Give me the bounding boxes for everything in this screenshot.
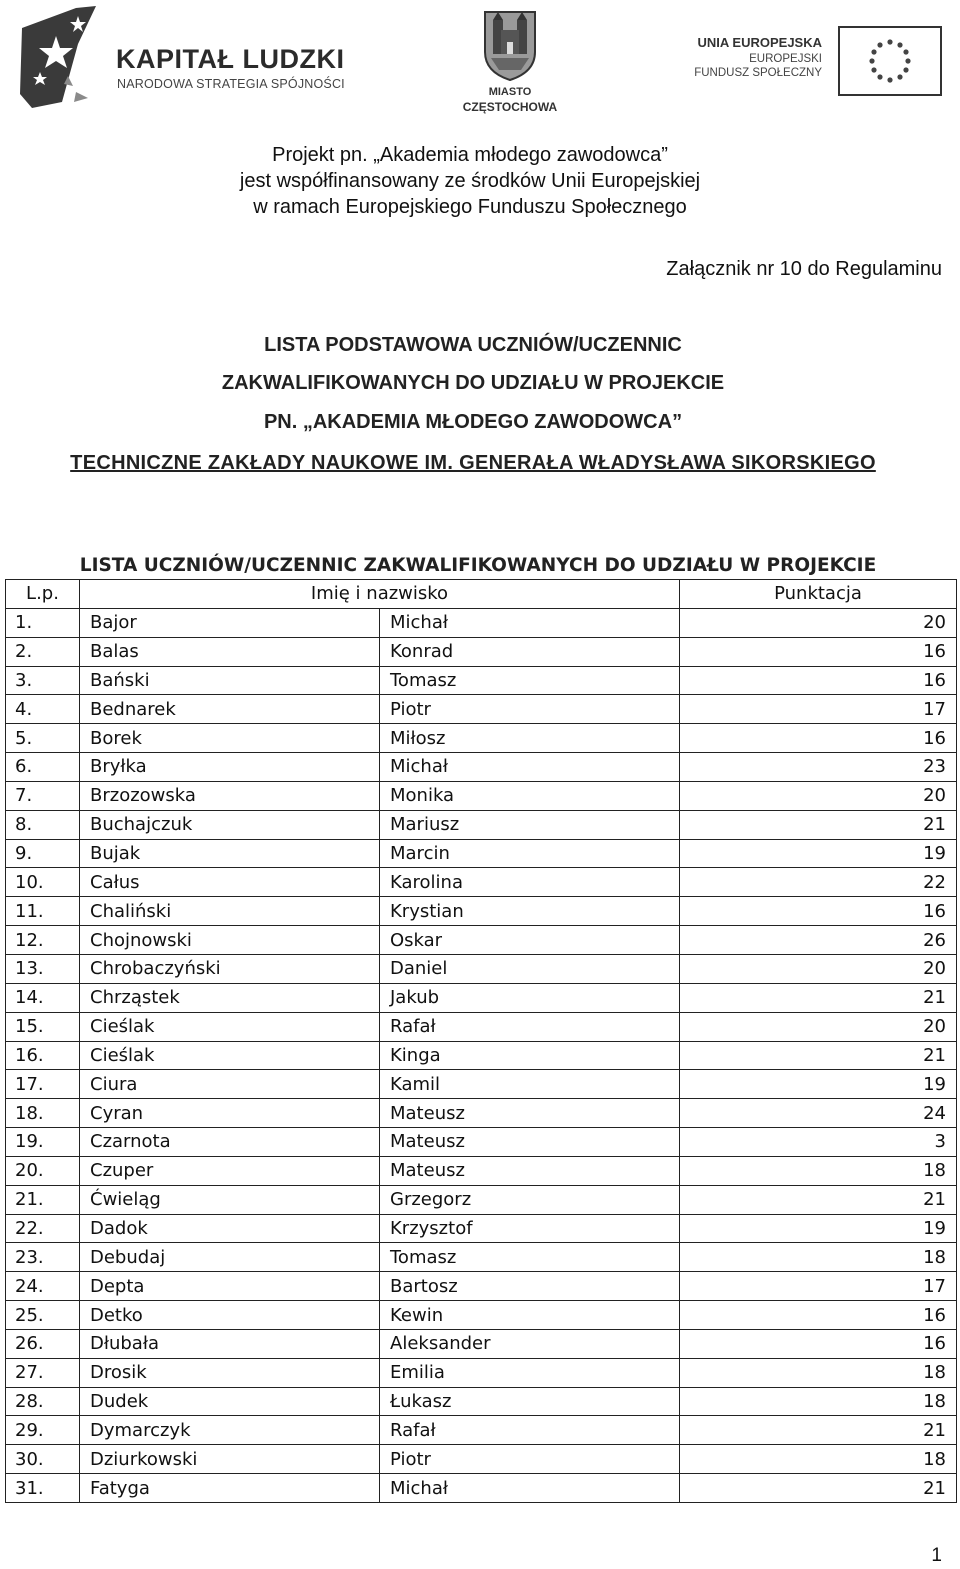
table-row — [6, 695, 957, 724]
row-surname: Balas — [80, 637, 380, 666]
row-points: 19 — [680, 1070, 957, 1099]
table-row — [6, 868, 957, 897]
row-lp: 19. — [6, 1128, 80, 1157]
row-lp: 3. — [6, 666, 80, 695]
row-surname: Czarnota — [80, 1128, 380, 1157]
row-first-name: Mateusz — [380, 1128, 680, 1157]
row-points: 26 — [680, 926, 957, 955]
row-points: 21 — [680, 810, 957, 839]
row-points: 20 — [680, 954, 957, 983]
row-lp: 10. — [6, 868, 80, 897]
doc-title-line1: LISTA PODSTAWOWA UCZNIÓW/UCZENNIC — [264, 334, 682, 356]
school-name: TECHNICZNE ZAKŁADY NAUKOWE IM. GENERAŁA WŁADYSŁAWA SIKORSKIEGO — [70, 452, 876, 474]
table-body — [6, 608, 957, 1502]
row-points: 16 — [680, 724, 957, 753]
row-points: 21 — [680, 1474, 957, 1503]
list-heading: LISTA UCZNIÓW/UCZENNIC ZAKWALIFIKOWANYCH DO UDZIAŁU W PROJEKCIE — [79, 555, 877, 576]
row-surname: Bajor — [80, 608, 380, 637]
row-surname: Cieślak — [80, 1012, 380, 1041]
eu-flag-icon — [838, 26, 942, 96]
row-first-name: Grzegorz — [380, 1185, 680, 1214]
row-first-name: Łukasz — [380, 1387, 680, 1416]
row-first-name: Piotr — [380, 1445, 680, 1474]
row-lp: 13. — [6, 954, 80, 983]
row-first-name: Kinga — [380, 1041, 680, 1070]
table-row — [6, 1243, 957, 1272]
row-surname: Chrobaczyński — [80, 954, 380, 983]
row-first-name: Karolina — [380, 868, 680, 897]
row-surname: Całus — [80, 868, 380, 897]
eu-logo — [690, 22, 942, 96]
row-surname: Ćwieląg — [80, 1185, 380, 1214]
eu-label-line2: EUROPEJSKI — [749, 53, 822, 65]
row-surname: Bednarek — [80, 695, 380, 724]
row-first-name: Rafał — [380, 1012, 680, 1041]
row-points: 17 — [680, 1272, 957, 1301]
star-emblem-icon — [18, 6, 104, 110]
row-lp: 18. — [6, 1099, 80, 1128]
row-points: 16 — [680, 666, 957, 695]
row-surname: Detko — [80, 1301, 380, 1330]
row-surname: Cyran — [80, 1099, 380, 1128]
table-row — [6, 1301, 957, 1330]
row-points: 16 — [680, 1329, 957, 1358]
row-points: 16 — [680, 1301, 957, 1330]
table-row — [6, 1128, 957, 1157]
row-surname: Czuper — [80, 1156, 380, 1185]
row-first-name: Konrad — [380, 637, 680, 666]
row-lp: 6. — [6, 753, 80, 782]
row-points: 21 — [680, 1416, 957, 1445]
row-first-name: Oskar — [380, 926, 680, 955]
row-first-name: Aleksander — [380, 1329, 680, 1358]
row-lp: 7. — [6, 781, 80, 810]
table-row — [6, 781, 957, 810]
table-row — [6, 1416, 957, 1445]
row-first-name: Mariusz — [380, 810, 680, 839]
row-surname: Dziurkowski — [80, 1445, 380, 1474]
row-lp: 28. — [6, 1387, 80, 1416]
row-surname: Depta — [80, 1272, 380, 1301]
row-lp: 8. — [6, 810, 80, 839]
row-first-name: Emilia — [380, 1358, 680, 1387]
row-lp: 11. — [6, 897, 80, 926]
row-points: 18 — [680, 1387, 957, 1416]
kapital-ludzki-logo — [18, 6, 348, 110]
table-row — [6, 1012, 957, 1041]
row-points: 18 — [680, 1156, 957, 1185]
row-surname: Debudaj — [80, 1243, 380, 1272]
row-first-name: Michał — [380, 753, 680, 782]
table-row — [6, 810, 957, 839]
row-lp: 1. — [6, 608, 80, 637]
kapital-ludzki-title: KAPITAŁ LUDZKI — [116, 44, 345, 74]
row-lp: 15. — [6, 1012, 80, 1041]
row-first-name: Marcin — [380, 839, 680, 868]
row-surname: Chaliński — [80, 897, 380, 926]
row-lp: 20. — [6, 1156, 80, 1185]
row-surname: Bryłka — [80, 753, 380, 782]
table-row — [6, 1329, 957, 1358]
row-first-name: Monika — [380, 781, 680, 810]
table-row — [6, 666, 957, 695]
students-table — [5, 579, 957, 1503]
row-points: 18 — [680, 1243, 957, 1272]
row-points: 19 — [680, 839, 957, 868]
row-surname: Buchajczuk — [80, 810, 380, 839]
row-points: 20 — [680, 1012, 957, 1041]
row-lp: 29. — [6, 1416, 80, 1445]
row-points: 21 — [680, 1185, 957, 1214]
eu-label-line3: FUNDUSZ SPOŁECZNY — [694, 67, 822, 79]
row-lp: 24. — [6, 1272, 80, 1301]
row-first-name: Krzysztof — [380, 1214, 680, 1243]
row-first-name: Jakub — [380, 983, 680, 1012]
row-surname: Bujak — [80, 839, 380, 868]
row-lp: 17. — [6, 1070, 80, 1099]
row-points: 18 — [680, 1445, 957, 1474]
row-points: 3 — [680, 1128, 957, 1157]
row-lp: 12. — [6, 926, 80, 955]
row-lp: 16. — [6, 1041, 80, 1070]
header-logos — [0, 0, 960, 120]
table-row — [6, 1156, 957, 1185]
header-points: Punktacja — [680, 580, 957, 609]
table-row — [6, 839, 957, 868]
row-surname: Dłubała — [80, 1329, 380, 1358]
table-row — [6, 1041, 957, 1070]
row-surname: Dymarczyk — [80, 1416, 380, 1445]
row-first-name: Michał — [380, 1474, 680, 1503]
table-row — [6, 1185, 957, 1214]
table-row — [6, 1214, 957, 1243]
table-row — [6, 637, 957, 666]
project-intro — [0, 142, 940, 220]
city-crest-icon — [481, 8, 539, 82]
intro-line2: jest współfinansowany ze środków Unii Europejskiej — [239, 170, 701, 192]
row-first-name: Mateusz — [380, 1156, 680, 1185]
row-first-name: Krystian — [380, 897, 680, 926]
row-surname: Chrząstek — [80, 983, 380, 1012]
row-lp: 2. — [6, 637, 80, 666]
row-surname: Ciura — [80, 1070, 380, 1099]
row-lp: 31. — [6, 1474, 80, 1503]
row-surname: Chojnowski — [80, 926, 380, 955]
table-row — [6, 897, 957, 926]
row-points: 22 — [680, 868, 957, 897]
row-points: 24 — [680, 1099, 957, 1128]
row-lp: 27. — [6, 1358, 80, 1387]
city-label-line1: MIASTO — [488, 86, 532, 98]
row-surname: Fatyga — [80, 1474, 380, 1503]
row-surname: Dadok — [80, 1214, 380, 1243]
row-points: 17 — [680, 695, 957, 724]
row-first-name: Kewin — [380, 1301, 680, 1330]
row-surname: Cieślak — [80, 1041, 380, 1070]
row-lp: 21. — [6, 1185, 80, 1214]
table-row — [6, 983, 957, 1012]
doc-title-line3: PN. „AKADEMIA MŁODEGO ZAWODOWCA” — [263, 411, 683, 433]
row-lp: 23. — [6, 1243, 80, 1272]
doc-title-line2: ZAKWALIFIKOWANYCH DO UDZIAŁU W PROJEKCIE — [221, 372, 725, 394]
row-first-name: Tomasz — [380, 1243, 680, 1272]
eu-label-line1: UNIA EUROPEJSKA — [697, 35, 822, 50]
row-lp: 30. — [6, 1445, 80, 1474]
table-row — [6, 1272, 957, 1301]
city-label-line2: CZĘSTOCHOWA — [462, 100, 558, 114]
header-lp: L.p. — [6, 580, 80, 609]
table-row — [6, 1445, 957, 1474]
row-first-name: Mateusz — [380, 1099, 680, 1128]
header-name: Imię i nazwisko — [80, 580, 680, 609]
row-points: 20 — [680, 781, 957, 810]
table-row — [6, 926, 957, 955]
row-lp: 14. — [6, 983, 80, 1012]
row-lp: 9. — [6, 839, 80, 868]
czestochowa-logo — [455, 8, 565, 112]
annex-label: Załącznik nr 10 do Regulaminu — [666, 258, 942, 280]
row-lp: 25. — [6, 1301, 80, 1330]
table-header-row — [6, 580, 957, 609]
row-surname: Dudek — [80, 1387, 380, 1416]
row-points: 19 — [680, 1214, 957, 1243]
row-first-name: Daniel — [380, 954, 680, 983]
row-surname: Bański — [80, 666, 380, 695]
table-row — [6, 1387, 957, 1416]
row-surname: Brzozowska — [80, 781, 380, 810]
row-first-name: Piotr — [380, 695, 680, 724]
table-row — [6, 1474, 957, 1503]
row-points: 18 — [680, 1358, 957, 1387]
table-row — [6, 1070, 957, 1099]
row-points: 16 — [680, 897, 957, 926]
page-number: 1 — [931, 1545, 942, 1566]
row-points: 21 — [680, 983, 957, 1012]
table-row — [6, 753, 957, 782]
row-surname: Drosik — [80, 1358, 380, 1387]
row-lp: 22. — [6, 1214, 80, 1243]
row-lp: 26. — [6, 1329, 80, 1358]
row-first-name: Rafał — [380, 1416, 680, 1445]
row-lp: 5. — [6, 724, 80, 753]
row-first-name: Kamil — [380, 1070, 680, 1099]
row-surname: Borek — [80, 724, 380, 753]
table-row — [6, 1358, 957, 1387]
intro-line1: Projekt pn. „Akademia młodego zawodowca” — [272, 144, 668, 166]
row-points: 21 — [680, 1041, 957, 1070]
row-first-name: Tomasz — [380, 666, 680, 695]
row-points: 16 — [680, 637, 957, 666]
intro-line3: w ramach Europejskiego Funduszu Społecznego — [253, 196, 687, 218]
table-row — [6, 608, 957, 637]
row-first-name: Miłosz — [380, 724, 680, 753]
row-first-name: Michał — [380, 608, 680, 637]
table-row — [6, 1099, 957, 1128]
row-lp: 4. — [6, 695, 80, 724]
table-row — [6, 954, 957, 983]
table-row — [6, 724, 957, 753]
row-points: 20 — [680, 608, 957, 637]
row-points: 23 — [680, 753, 957, 782]
row-first-name: Bartosz — [380, 1272, 680, 1301]
kapital-ludzki-subtitle: NARODOWA STRATEGIA SPÓJNOŚCI — [117, 77, 345, 91]
